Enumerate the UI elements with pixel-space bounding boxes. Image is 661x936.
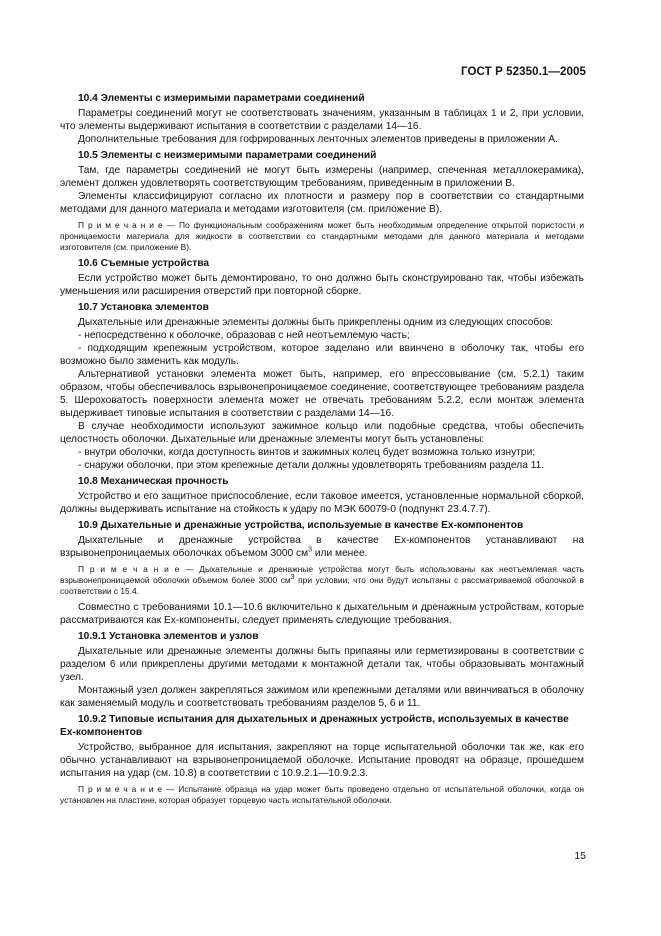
section-10-7-bullet-4: - снаружи оболочки, при этом крепежные детали должны удовлетворять требованиям раздела 11. [78,460,545,471]
section-10-7-bullet-3: - внутри оболочки, когда доступность винтов и зажимных колец будет возможна только изнутри; [78,447,536,458]
section-10-9-2-note [60,784,584,806]
section-10-5-note [60,220,584,253]
section-10-9-2-heading: 10.9.2 Типовые испытания для дыхательных и дренажных устройств, используемых в качестве Ex-компонентов [60,714,569,738]
section-10-9-1-paragraph-1: Дыхательные или дренажные элементы должны быть припаяны или герметизированы в соответствии с разделом 6 или прикреплены другими методами к монтажной детали так, чтобы образовывать монтажный узел. [60,646,584,683]
section-10-4-paragraph-2: Дополнительные требования для гофрированных ленточных элементов приведены в приложении А. [78,134,558,145]
note-label: П р и м е ч а н и е [78,564,180,574]
section-10-8-paragraph-1: Устройство и его защитное приспособление, если таковое имеется, установленные нормальной сборкой, должны выдерживать испытание на стойкость к удару по МЭК 60079-0 (подпункт 23.4.7.7). [60,491,584,515]
section-10-4-heading: 10.4 Элементы с измеримыми параметрами соединений [78,93,365,104]
section-10-7-paragraph-3: В случае необходимости используют зажимное кольцо или подобные средства, чтобы обеспечить целостность оболочки. Дыхательные или дренажные элементы могут быть установлены: [60,421,584,445]
superscript: 3 [308,546,313,554]
note-label: П р и м е ч а н и е [78,784,163,794]
section-10-9-paragraph-1 [60,534,584,560]
section-10-7-paragraph-1: Дыхательные или дренажные элементы должны быть прикреплены одним из следующих способов: [78,317,554,328]
section-10-7-bullet-1: - непосредственно к оболочке, образовав с ней неотъемлемую часть; [78,330,410,341]
text-run: Дыхательные и дренажные устройства в качестве Ex-компонентов устанавливают на взрывонепроницаемых оболочках объемом 3000 см [60,535,584,559]
section-10-7-paragraph-2: Альтернативой установки элемента может быть, например, его впрессовывание (см. 5.2.1) таким образом, чтобы обеспечивалось взрывонепроницаемое соединение, соответствующее требованиям раздела 5. Шероховатость поверхности элемента может не отвечать требованиям 5.2.2, если монтаж элемента выдерживает типовые испытания в соответствии с разделами 14—16. [60,369,584,419]
note-text: — Дыхательные и дренажные устройства могут быть использованы как неотъемлемая часть взрывонепроницаемой оболочки объемом более 3000 см [60,564,584,585]
note-text: при условии, что они будут испытаны с рассматриваемой оболочкой в соответствии с 15.4. [60,575,584,596]
document-id: ГОСТ Р 52350.1—2005 [461,66,586,78]
page-body [60,92,584,810]
section-10-9-paragraph-2: Совместно с требованиями 10.1—10.6 включительно к дыхательным и дренажным устройствам, которые рассматриваются как Ex-компоненты, следует применять следующие требования. [60,602,584,626]
page-number: 15 [574,850,586,862]
note-text: — По функциональным соображениям может быть необходимым определение открытой пористости и проницаемости материала для жидкости в соответствии со стандартными методами для данного материала и методами изготовителя (см. приложение В). [60,220,584,252]
section-10-7-bullet-2: - подходящим крепежным устройством, которое заделано или ввинчено в оболочку так, чтобы его возможно было заменить как модуль. [60,343,584,367]
note-text: — Испытание образца на удар может быть проведено отдельно от испытательной оболочки, когда он установлен на пластине, которая образует торцевую часть испытательной оболочки. [60,784,584,805]
section-10-5-heading: 10.5 Элементы с неизмеримыми параметрами соединений [78,150,377,161]
superscript: 3 [290,574,295,582]
section-10-5-paragraph-1: Там, где параметры соединений не могут быть измерены (например, спеченная металлокерамика), элемент должен удовлетворять соответствующим требованиям, приведенным в приложении В. [60,165,584,189]
section-10-9-heading: 10.9 Дыхательные и дренажные устройства, используемые в качестве Ex-компонентов [78,520,524,531]
section-10-9-1-heading: 10.9.1 Установка элементов и узлов [78,631,259,642]
section-10-6-heading: 10.6 Съемные устройства [78,258,210,269]
note-label: П р и м е ч а н и е [78,220,163,230]
section-10-8-heading: 10.8 Механическая прочность [78,476,229,487]
section-10-6-paragraph-1: Если устройство может быть демонтировано, то оно должно быть сконструировано так, чтобы избежать уменьшения или расширения отверстий при повторной сборке. [60,273,584,297]
section-10-9-2-paragraph-1: Устройство, выбранное для испытания, закрепляют на торце испытательной оболочки так же, как его обычно устанавливают на взрывонепроницаемой оболочке. Испытание проводят на образце, прошедшем испытания на удар (см. 10.8) в соответствии с 10.9.2.1—10.9.2.3. [60,742,584,779]
section-10-7-heading: 10.7 Установка элементов [78,302,209,313]
section-10-5-paragraph-2: Элементы классифицируют согласно их плотности и размеру пор в соответствии со стандартными методами для данного материала и методами изготовителя (см. приложение В). [60,191,584,215]
text-run: или менее. [312,548,368,559]
section-10-4-paragraph-1: Параметры соединений могут не соответствовать значениям, указанным в таблицах 1 и 2, при условии, что элементы выдерживают испытания в соответствии с разделами 14—16. [60,108,584,132]
section-10-9-1-paragraph-2: Монтажный узел должен закрепляться зажимом или крепежными деталями или ввинчиваться в оболочку как заменяемый модуль и соответствовать требованиям разделов 5, 6 и 11. [60,685,584,709]
section-10-9-note [60,564,584,597]
